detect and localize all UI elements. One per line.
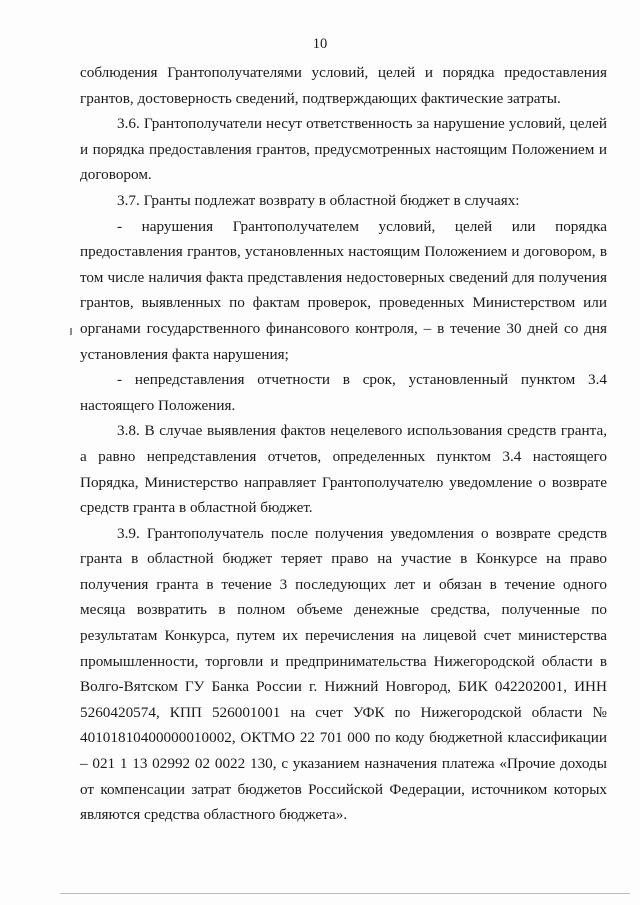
bottom-scan-edge	[60, 893, 630, 894]
paragraph-continuation: соблюдения Грантополучателями условий, целей и порядка предоставления грантов, достоверность сведений, подтверждающих фактические затраты.	[80, 64, 607, 107]
list-item-no-report: - непредставления отчетности в срок, установленный пунктом 3.4 настоящего Положения.	[80, 371, 607, 414]
list-item-violation: - нарушения Грантополучателем условий, целей или порядка предоставления грантов, установленных настоящим Положением и договором, в том числе наличия факта представления недостоверных сведений для получения грантов, выявленных по фактам проверок, проведенных Министерством или органами государственного финансового контроля, – в течение 30 дней со дня установления факта нарушения;	[80, 217, 607, 363]
paragraph-3-7: 3.7. Гранты подлежат возврату в областной бюджет в случаях:	[117, 191, 520, 209]
margin-mark	[70, 328, 72, 335]
page-number: 10	[312, 36, 328, 52]
paragraph-3-6: 3.6. Грантополучатели несут ответственность за нарушение условий, целей и порядка предоставления грантов, предусмотренных настоящим Положением и договором.	[80, 115, 607, 184]
paragraph-3-8: 3.8. В случае выявления фактов нецелевого использования средств гранта, а равно непредставления отчетов, определенных пунктом 3.4 настоящего Порядка, Министерство направляет Грантополучателю уведомление о возврате средств гранта в областной бюджет.	[80, 422, 607, 517]
document-body	[80, 60, 607, 828]
paragraph-3-9: 3.9. Грантополучатель после получения уведомления о возврате средств гранта в областной бюджет теряет право на участие в Конкурсе на право получения гранта в течение 3 последующих лет и обязан в течение одного месяца возвратить в полном объеме денежные средства, полученные по результатам Конкурса, путем их перечисления на лицевой счет министерства промышленности, торговли и предпринимательства Нижегородской области в Волго-Вятском ГУ Банка России г. Нижний Новгород, БИК 042202001, ИНН 5260420574, КПП 526001001 на счет УФК по Нижегородской области № 40101810400000010002, ОКТМО 22 701 000 по коду бюджетной классификации – 021 1 13 02992 02 0022 130, с указанием назначения платежа «Прочие доходы от компенсации затрат бюджетов Российской Федерации, источником которых являются средства областного бюджета».	[80, 524, 607, 824]
